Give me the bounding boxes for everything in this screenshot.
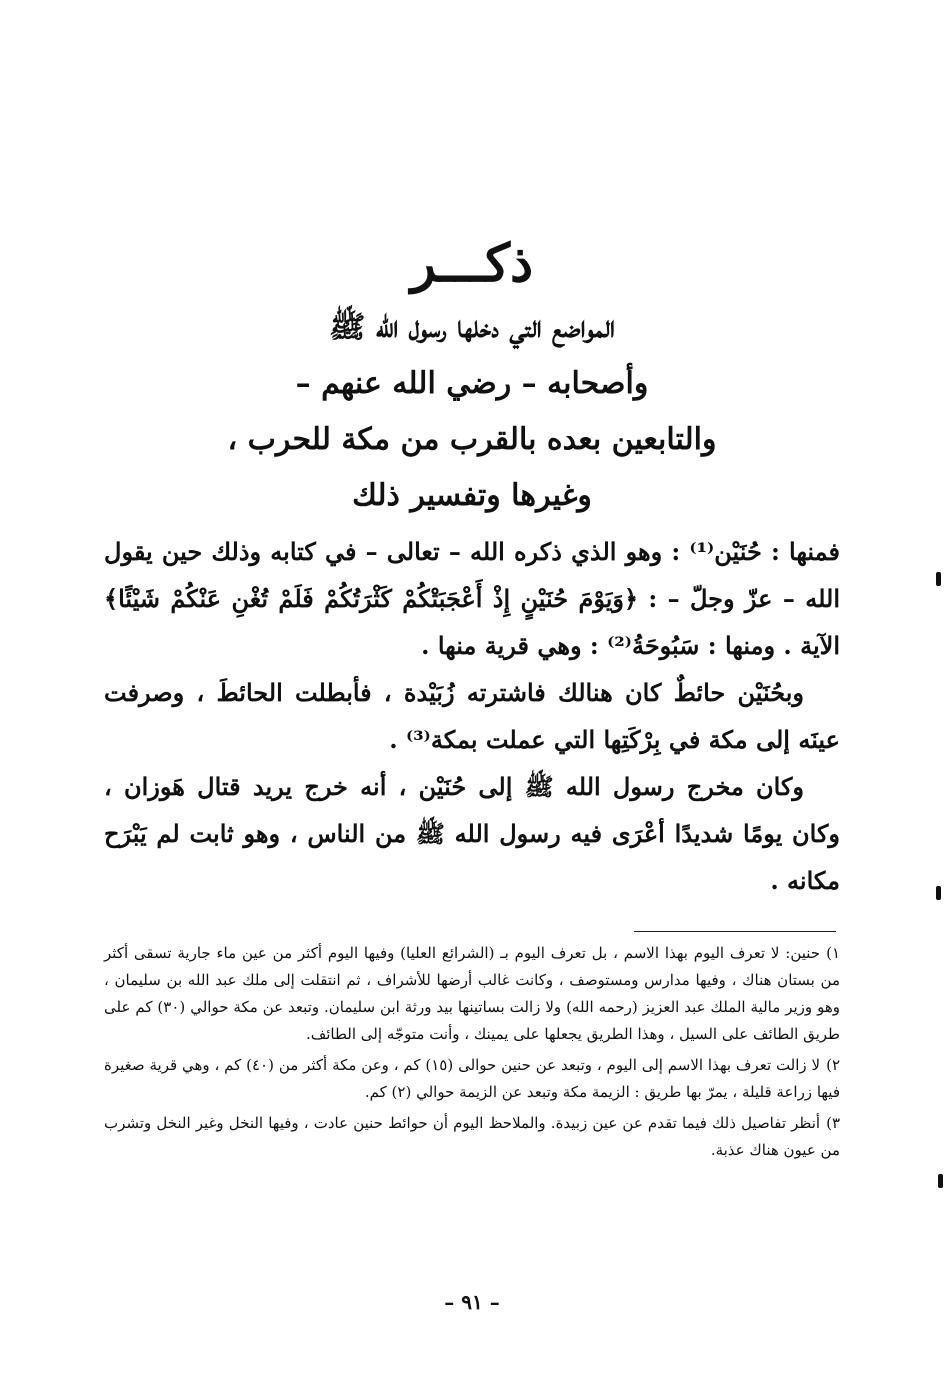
footnotes [104, 940, 840, 1168]
footnote-number: ١) [826, 944, 840, 962]
paragraph-hunayn: فمنها : حُنَيْن⁽¹⁾ : وهو الذي ذكره الله – تعالى – في كتابه وذلك حين يقول الله – عزّ وجلّ – : ﴿وَيَوْمَ حُنَيْنٍ إِذْ أَعْجَبَتْكُمْ كَثْرَتُكُمْ فَلَمْ تُغْنِ عَنْكُمْ شَيْئًا﴾ الآية . ومنها : سَبُوحَةُ⁽²⁾ : وهي قرية منها . [104, 537, 840, 660]
footnote-item [104, 940, 840, 1048]
page-number: – ٩١ – [444, 1290, 500, 1314]
footnote-text: أنظر تفاصيل ذلك فيما تقدم عن عين زبيدة. والملاحظ اليوم أن حوائط حنين عادت ، وفيها النخل وغير النخل وتشرب من عيون هناك عذبة. [104, 1114, 840, 1159]
scan-edge-mark [938, 1174, 943, 1188]
scan-edge-mark [936, 572, 941, 586]
heading-line-3: والتابعين بعده بالقرب من مكة للحرب ، [227, 422, 717, 457]
paragraph-hawazin: وكان مخرج رسول الله ﷺ إلى حُنَيْن ، أنه خرج يريد قتال هَوزان ، وكان يومًا شديدًا أعْرَى فيه رسول الله ﷺ من الناس ، وهو ثابت لم يَبْرَح مكانه . [104, 772, 840, 895]
footnote-item [104, 1110, 840, 1164]
heading-line-4: وغيرها وتفسير ذلك [352, 478, 592, 513]
footnote-item [104, 1052, 840, 1106]
footnote-number: ٣) [826, 1114, 840, 1132]
scan-edge-mark [936, 886, 941, 900]
footnote-text: حنين: لا تعرف اليوم بهذا الاسم ، بل تعرف اليوم بـ (الشرائع العليا) وفيها اليوم أكثر من عين ماء جارية تسقى أكثر من بستان هناك ، وفيها مدارس ومستوصف ، وكانت غالب أرضها للأشراف ، ثم انتقلت إلى ملك عبد الله بن سليمان ، وهو وزير مالية الملك عبد العزيز (رحمه الله) ولا زالت بساتينها بيد ورثة ابن سليمان. وتبعد عن مكة حوالي (٣٠) كم على طريق الطائف على السيل ، وهذا الطريق يجعلها على يمينك ، وأنت متوجّه إلى الطائف. [104, 944, 840, 1043]
footnote-text: لا زالت تعرف بهذا الاسم إلى اليوم ، وتبعد عن حنين حوالى (١٥) كم ، وعن مكة أكثر من (٤٠) كم ، وهي قرية صغيرة فيها زراعة قليلة ، يمرّ بها طريق : الزيمة مكة وتبعد عن الزيمة حوالي (٢) كم. [104, 1056, 840, 1101]
section-title-dhikr: ذكـــر [410, 233, 534, 294]
chapter-heading [180, 300, 764, 524]
footnote-number: ٢) [826, 1056, 840, 1074]
footnote-divider [634, 931, 836, 932]
heading-line-2: وأصحابه – رضي الله عنهم – [295, 366, 649, 401]
paragraph-zubayda: وبحُنَيْن حائطٌ كان هنالك فاشترته زُبَيْدة ، فأبطلت الحائطَ ، وصرفت عينَه إلى مكة في بِرْكَتِها التي عملت بمكة⁽³⁾ . [104, 678, 840, 754]
heading-line-1: المواضع التي دخلها رسول الله ﷺ [329, 310, 615, 345]
main-text [104, 528, 840, 904]
